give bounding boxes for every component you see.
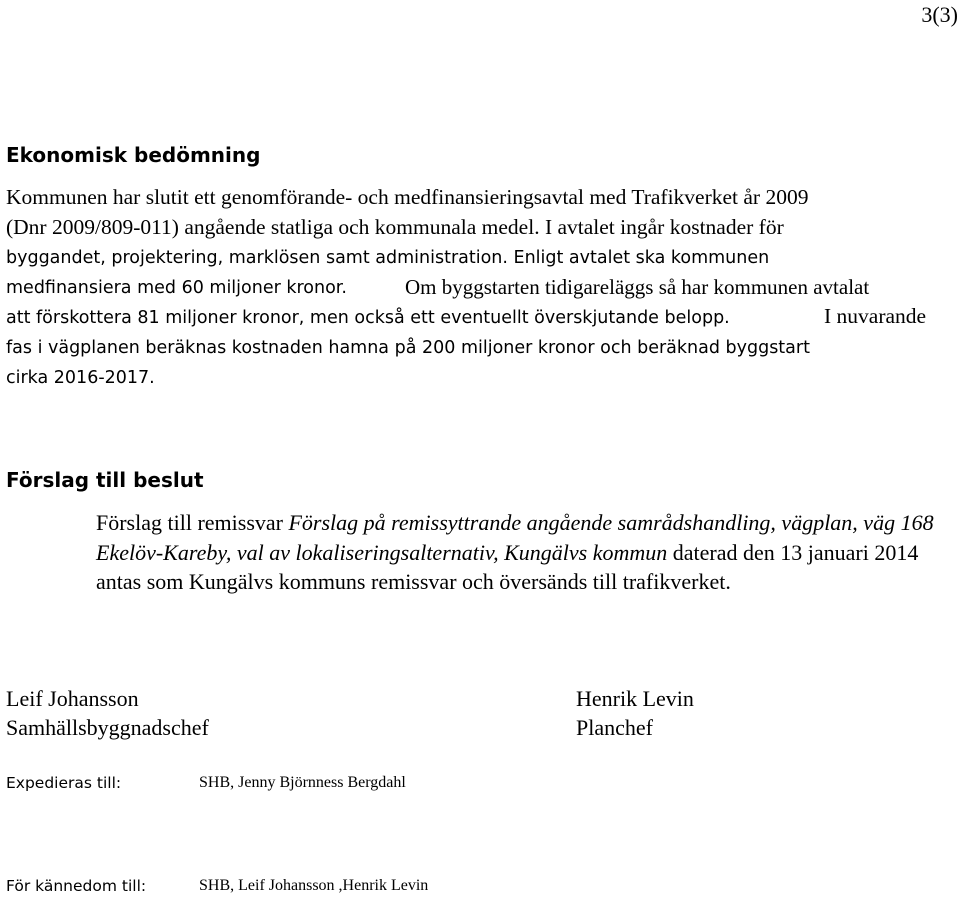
proposal-heading: Förslag till beslut <box>6 468 204 492</box>
economic-line-3: byggandet, projektering, marklösen samt administration. Enligt avtalet ska kommunen <box>6 248 770 268</box>
signature-left-name: Leif Johansson <box>6 686 139 711</box>
economic-line-2: (Dnr 2009/809-011) angående statliga och kommunala medel. I avtalet ingår kostnader för <box>6 215 784 239</box>
proposal-title-part-2: Ekelöv-Kareby, val av lokaliseringsalternativ, Kungälvs kommun <box>96 540 668 565</box>
expedieras-value: SHB, Jenny Björnness Bergdahl <box>199 774 406 791</box>
economic-line-6: fas i vägplanen beräknas kostnaden hamna på 200 miljoner kronor och beräknad byggstart <box>6 338 810 358</box>
economic-line-7: cirka 2016-2017. <box>6 368 155 388</box>
proposal-line-3: antas som Kungälvs kommuns remissvar och översänds till trafikverket. <box>96 569 731 594</box>
economic-line-5: att förskottera 81 miljoner kronor, men också ett eventuellt överskjutande belopp. <box>6 308 730 328</box>
proposal-line-1-prefix: Förslag till remissvar <box>96 510 289 535</box>
expedieras-label: Expedieras till: <box>6 774 122 792</box>
proposal-line-2-suffix: daterad den 13 januari 2014 <box>667 540 919 565</box>
economic-line-5b: I nuvarande <box>824 304 927 328</box>
economic-heading: Ekonomisk bedömning <box>6 143 261 167</box>
kannedom-label: För kännedom till: <box>6 877 147 895</box>
proposal-line-1 <box>96 508 934 538</box>
economic-line-4b: Om byggstarten tidigareläggs så har kommunen avtalat <box>405 275 870 299</box>
kannedom-value: SHB, Leif Johansson ,Henrik Levin <box>199 877 429 894</box>
page-number: 3(3) <box>921 2 958 27</box>
economic-line-4a: medfinansiera med 60 miljoner kronor. <box>6 278 347 298</box>
economic-line-1: Kommunen har slutit ett genomförande- och medfinansieringsavtal med Trafikverket år 2009 <box>6 185 809 209</box>
proposal-title-part-1: Förslag på remissyttrande angående samrådshandling, vägplan, väg 168 <box>288 510 934 535</box>
proposal-line-2 <box>96 538 918 568</box>
signature-right-name: Henrik Levin <box>576 686 694 711</box>
signature-left-title: Samhällsbyggnadschef <box>6 715 209 740</box>
signature-right-title: Planchef <box>576 715 653 740</box>
